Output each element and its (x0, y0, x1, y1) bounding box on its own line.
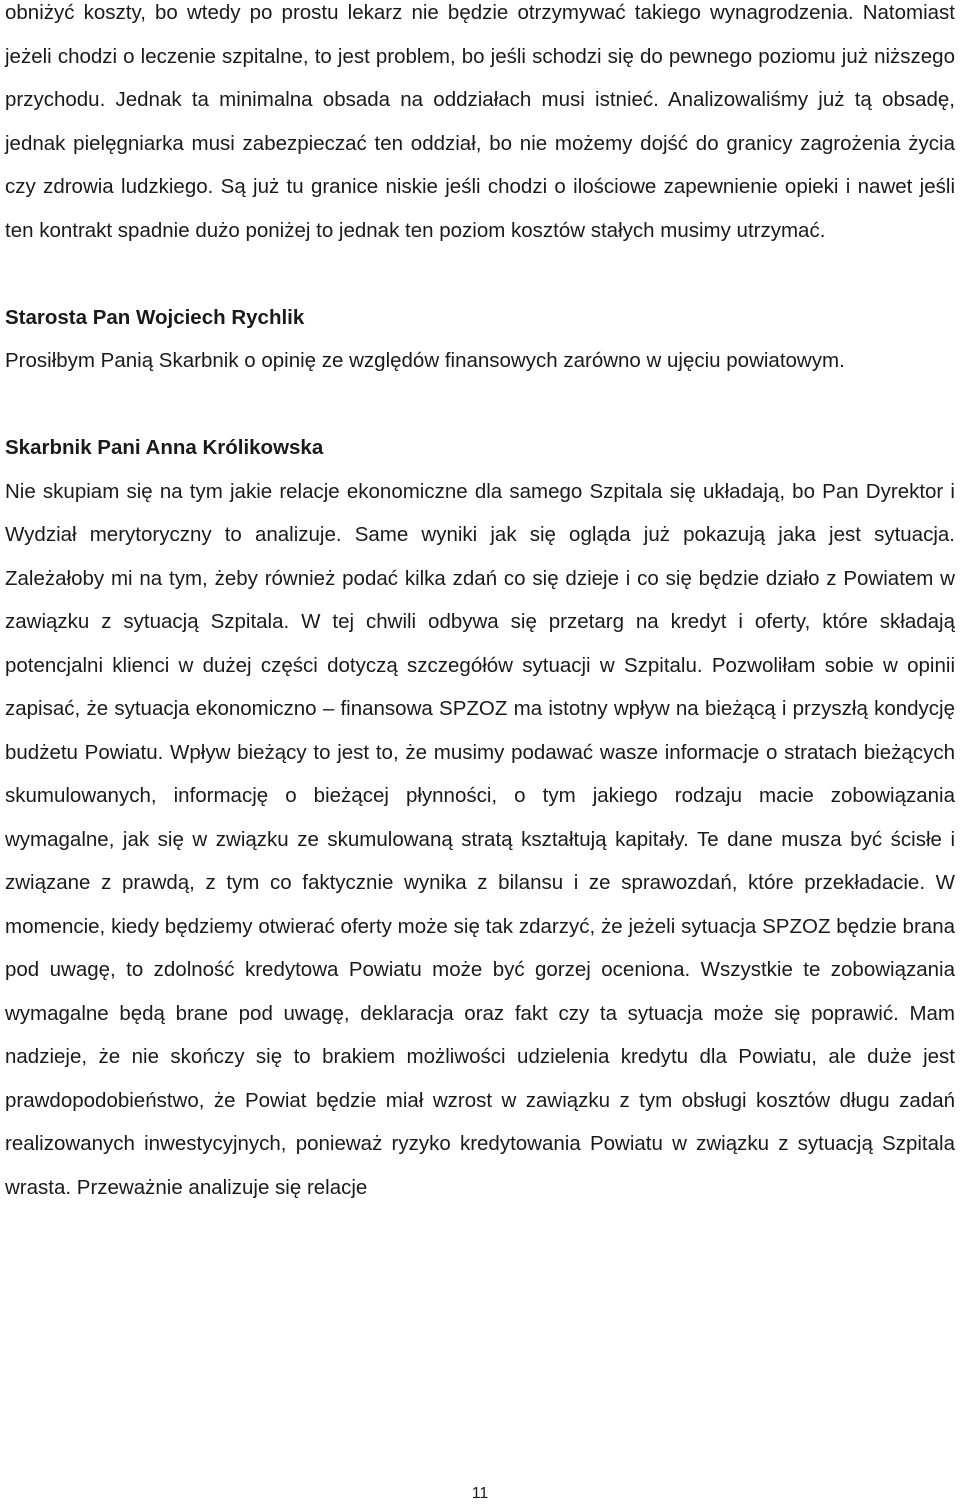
paragraph-continuation: obniżyć koszty, bo wtedy po prostu lekarz nie będzie otrzymywać takiego wynagrodzenia. Natomiast jeżeli chodzi o leczenie szpitalne, to jest problem, bo jeśli schodzi się do pewnego poziomu już niższego przychodu. Jednak ta minimalna obsada na oddziałach musi istnieć. Analizowaliśmy już tą obsadę, jednak pielęgniarka musi zabezpieczać ten oddział, bo nie możemy dojść do granicy zagrożenia życia czy zdrowia ludzkiego. Są już tu granice niskie jeśli chodzi o ilościowe zapewnienie opieki i nawet jeśli ten kontrakt spadnie dużo poniżej to jednak ten poziom kosztów stałych musimy utrzymać. (5, 1, 955, 242)
paragraph-starosta: Prosiłbym Panią Skarbnik o opinię ze względów finansowych zarówno w ujęciu powiatowym. (5, 349, 845, 372)
speaker-heading-skarbnik: Skarbnik Pani Anna Królikowska (5, 436, 324, 459)
document-page (5, 0, 955, 1209)
page-number: 11 (471, 1485, 489, 1502)
speaker-heading-starosta: Starosta Pan Wojciech Rychlik (5, 305, 305, 329)
paragraph-spacer (5, 383, 955, 427)
paragraph-skarbnik: Nie skupiam się na tym jakie relacje ekonomiczne dla samego Szpitala się układają, bo Pan Dyrektor i Wydział merytoryczny to analizuje. Same wyniki jak się ogląda już pokazują jaka jest sytuacja. Zależałoby mi na tym, żeby również podać kilka zdań co się dzieje i co się będzie działo z Powiatem w zawiązku z sytuacją Szpitala. W tej chwili odbywa się przetarg na kredyt i oferty, które składają potencjalni klienci w dużej części dotyczą szczegółów sytuacji w Szpitalu. Pozwoliłam sobie w opinii zapisać, że sytuacja ekonomiczno – finansowa SPZOZ ma istotny wpływ na bieżącą i przyszłą kondycję budżetu Powiatu. Wpływ bieżący to jest to, że musimy podawać wasze informacje o stratach bieżących skumulowanych, informację o bieżącej płynności, o tym jakiego rodzaju macie zobowiązania wymagalne, jak się w związku ze skumulowaną stratą kształtują kapitały. Te dane musza być ścisłe i związane z prawdą, z tym co faktycznie wynika z bilansu i ze sprawozdań, które przekładacie. W momencie, kiedy będziemy otwierać oferty może się tak zdarzyć, że jeżeli sytuacja SPZOZ będzie brana pod uwagę, to zdolność kredytowa Powiatu może być gorzej oceniona. Wszystkie te zobowiązania wymagalne będą brane pod uwagę, deklaracja oraz fakt czy ta sytuacja może się poprawić. Mam nadzieje, że nie skończy się to brakiem możliwości udzielenia kredytu dla Powiatu, ale duże jest prawdopodobieństwo, że Powiat będzie miał wzrost w zawiązku z tym obsługi kosztów długu zadań realizowanych inwestycyjnych, ponieważ ryzyko kredytowania Powiatu w związku z sytuacją Szpitala wrasta. Przeważnie analizuje się relacje (5, 479, 955, 1199)
paragraph-spacer (5, 252, 955, 296)
